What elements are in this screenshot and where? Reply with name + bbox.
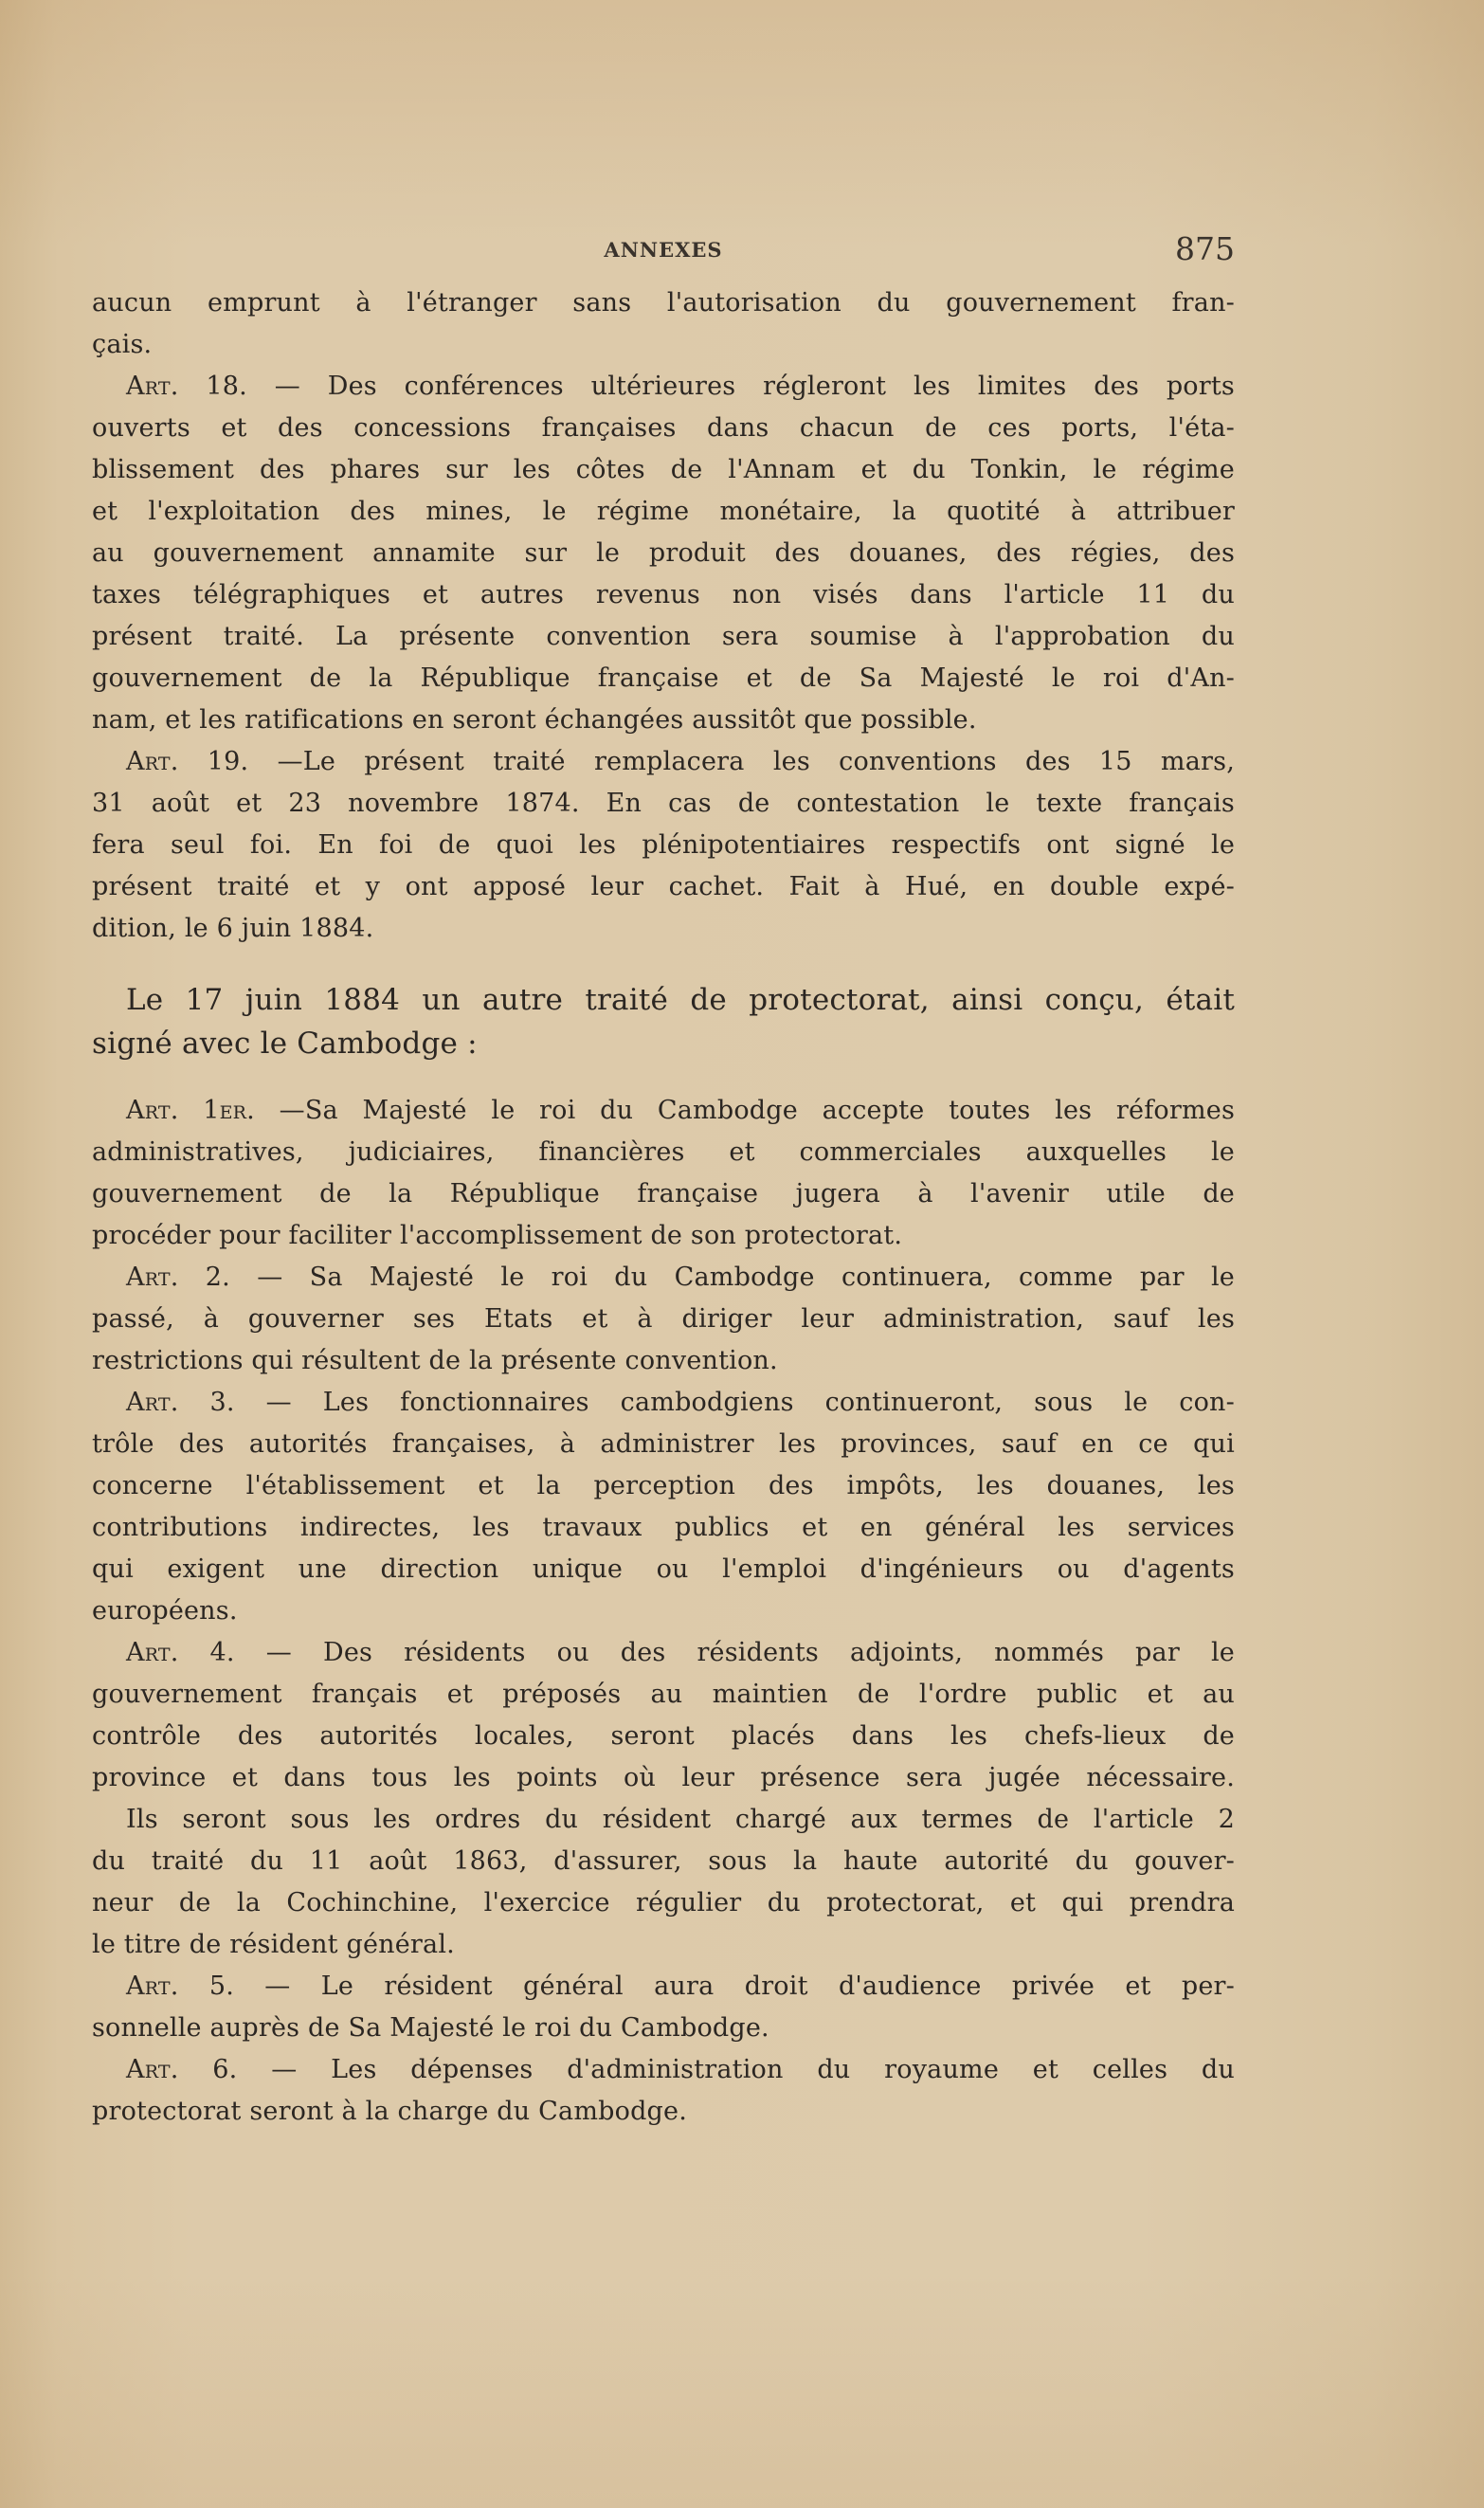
article-label: Art. 4. [126, 1638, 235, 1667]
text-line: gouvernement de la République française et de Sa Majesté le roi d'An- [92, 663, 1235, 693]
text-line: protectorat seront à la charge du Cambodge. [92, 2097, 687, 2126]
text-line: taxes télégraphiques et autres revenus non visés dans l'article 11 du [92, 580, 1235, 609]
body-text [92, 282, 1235, 2133]
text-line: présent traité et y ont apposé leur cachet. Fait à Hué, en double expé- [92, 872, 1235, 901]
text-line: neur de la Cochinchine, l'exercice régulier du protectorat, et qui prendra [92, 1888, 1235, 1917]
article-4-continuation [92, 1799, 1235, 1966]
text-line: signé avec le Cambodge : [92, 1027, 478, 1061]
text-line: européens. [92, 1596, 238, 1626]
text-line: Le 17 juin 1884 un autre traité de protectorat, ainsi conçu, était [126, 983, 1235, 1017]
text-line: sonnelle auprès de Sa Majesté le roi du Cambodge. [92, 2013, 769, 2043]
text-line: nam, et les ratifications en seront échangées aussitôt que possible. [92, 705, 977, 735]
article-6 [92, 2049, 1235, 2133]
article-label: Art. 1er. [126, 1096, 255, 1125]
text-line: Art. 2. — Sa Majesté le roi du Cambodge continuera, comme par le [126, 1263, 1235, 1292]
paragraph-continuation [92, 282, 1235, 366]
text-line: Art. 18. — Des conférences ultérieures régleront les limites des ports [126, 372, 1235, 401]
text-line: Ils seront sous les ordres du résident chargé aux termes de l'article 2 [126, 1805, 1235, 1834]
text-line: aucun emprunt à l'étranger sans l'autorisation du gouvernement fran- [92, 288, 1235, 318]
article-1 [92, 1090, 1235, 1257]
article-19 [92, 741, 1235, 950]
article-18 [92, 366, 1235, 741]
text-line: blissement des phares sur les côtes de l'Annam et du Tonkin, le régime [92, 455, 1235, 484]
text-line: présent traité. La présente convention sera soumise à l'approbation du [92, 622, 1235, 651]
text-line: Art. 5. — Le résident général aura droit d'audience privée et per- [126, 1972, 1235, 2001]
article-label: Art. 5. [126, 1972, 234, 2001]
text-line: du traité du 11 août 1863, d'assurer, sous la haute autorité du gouver- [92, 1846, 1235, 1876]
running-header [92, 230, 1235, 267]
text-line: qui exigent une direction unique ou l'emploi d'ingénieurs ou d'agents [92, 1554, 1235, 1584]
page-number: 875 [1175, 230, 1235, 267]
text-line: procéder pour faciliter l'accomplissement de son protectorat. [92, 1221, 903, 1250]
text-line: trôle des autorités françaises, à administrer les provinces, sauf en ce qui [92, 1429, 1235, 1459]
text-line: passé, à gouverner ses Etats et à diriger leur administration, sauf les [92, 1304, 1235, 1334]
text-line: Art. 3. — Les fonctionnaires cambodgiens continueront, sous le con- [126, 1388, 1235, 1417]
text-line: Art. 1er. —Sa Majesté le roi du Cambodge accepte toutes les réformes [126, 1096, 1235, 1125]
article-label: Art. 19. [126, 747, 249, 776]
article-label: Art. 18. [126, 372, 247, 401]
article-label: Art. 3. [126, 1388, 235, 1417]
intro-paragraph-cambodge [92, 978, 1235, 1065]
text-line: Art. 19. —Le présent traité remplacera les conventions des 15 mars, [126, 747, 1235, 776]
text-line: contrôle des autorités locales, seront placés dans les chefs-lieux de [92, 1721, 1235, 1751]
text-line: çais. [92, 330, 153, 359]
text-line: Art. 6. — Les dépenses d'administration du royaume et celles du [126, 2055, 1235, 2084]
text-line: contributions indirectes, les travaux publics et en général les services [92, 1513, 1235, 1542]
article-3 [92, 1382, 1235, 1632]
article-5 [92, 1966, 1235, 2049]
text-line: Art. 4. — Des résidents ou des résidents adjoints, nommés par le [126, 1638, 1235, 1667]
text-line: ouverts et des concessions françaises dans chacun de ces ports, l'éta- [92, 413, 1235, 443]
text-line: dition, le 6 juin 1884. [92, 914, 374, 943]
text-line: au gouvernement annamite sur le produit des douanes, des régies, des [92, 538, 1235, 568]
article-2 [92, 1257, 1235, 1382]
text-line: gouvernement français et préposés au maintien de l'ordre public et au [92, 1680, 1235, 1709]
article-4 [92, 1632, 1235, 1799]
text-line: concerne l'établissement et la perception des impôts, les douanes, les [92, 1471, 1235, 1500]
text-line: fera seul foi. En foi de quoi les plénipotentiaires respectifs ont signé le [92, 830, 1235, 860]
text-line: administratives, judiciaires, financières et commerciales auxquelles le [92, 1137, 1235, 1167]
text-line: province et dans tous les points où leur présence sera jugée nécessaire. [92, 1763, 1235, 1792]
article-label: Art. 6. [126, 2055, 238, 2084]
running-title: ANNEXES [604, 238, 723, 262]
article-label: Art. 2. [126, 1263, 230, 1292]
text-line: restrictions qui résultent de la présente convention. [92, 1346, 778, 1375]
text-line: le titre de résident général. [92, 1930, 455, 1959]
text-line: et l'exploitation des mines, le régime monétaire, la quotité à attribuer [92, 497, 1235, 526]
text-line: 31 août et 23 novembre 1874. En cas de contestation le texte français [92, 789, 1235, 818]
text-line: gouvernement de la République française jugera à l'avenir utile de [92, 1179, 1235, 1209]
